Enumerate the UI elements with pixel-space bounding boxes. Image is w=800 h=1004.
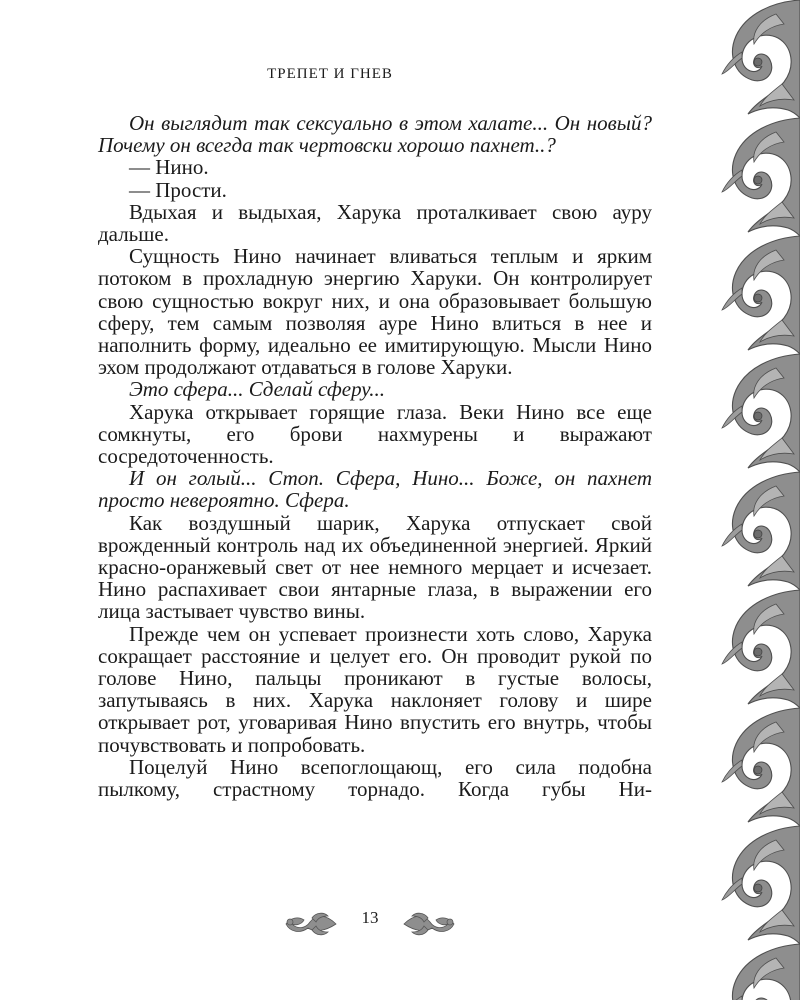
paragraph: — Нино. [129, 155, 209, 180]
paragraph: Поцелуй Нино всепоглощающ, его сила подобна пылкому, страстному торнадо. Когда губы Ни- [98, 754, 652, 802]
baroque-border-icon [712, 0, 800, 1000]
body-text [98, 112, 652, 800]
paragraph: Харука открывает горящие глаза. Веки Нино все еще сомкнуты, его брови нахмурены и выражают сосредоточенность. [98, 399, 652, 469]
flourish-right-icon [402, 910, 458, 938]
paragraph: Прежде чем он успевает произнести хоть слово, Харука сокращает расстояние и целует его. Он проводит рукой по голове Нино, пальцы проникают в густые волосы, запутываясь в них. Харука наклоняет голову и шире открывает рот, уговаривая Нино впустить его внутрь, чтобы почувствовать и попробовать. [98, 621, 652, 757]
paragraph: Это сфера... Сделай сферу... [129, 377, 386, 402]
paragraph: И он голый... Стоп. Сфера, Нино... Боже, он пахнет просто невероятно. Сфера. [98, 466, 652, 513]
page-number: 13 [361, 908, 379, 927]
paragraph: Он выглядит так сексуально в этом халате... Он новый? Почему он всегда так чертовски хорошо пахнет..? [98, 111, 652, 158]
flourish-left-icon [282, 910, 338, 938]
paragraph: Вдыхая и выдыхая, Харука проталкивает свою ауру дальше. [98, 199, 652, 247]
paragraph: Как воздушный шарик, Харука отпускает свой врожденный контроль над их объединенной энергией. Яркий красно-оранжевый свет от нее немного мерцает и исчезает. Нино распахивает свои янтарные глаза, в выражении его лица застывает чувство вины. [98, 510, 652, 624]
page-footer [270, 906, 470, 942]
running-title: ТРЕПЕТ И ГНЕВ [267, 66, 393, 82]
paragraph: — Прости. [129, 177, 227, 202]
paragraph: Сущность Нино начинает вливаться теплым и ярким потоком в прохладную энергию Харуки. Он контролирует свою сущностью вокруг них, и она образовывает большую сферу, тем самым позволяя ауре Нино влиться в нее и наполнить форму, идеально ее имитирующую. Мысли Нино эхом продолжают отдаваться в голове Харуки. [98, 244, 652, 380]
decorative-border [712, 0, 800, 1000]
